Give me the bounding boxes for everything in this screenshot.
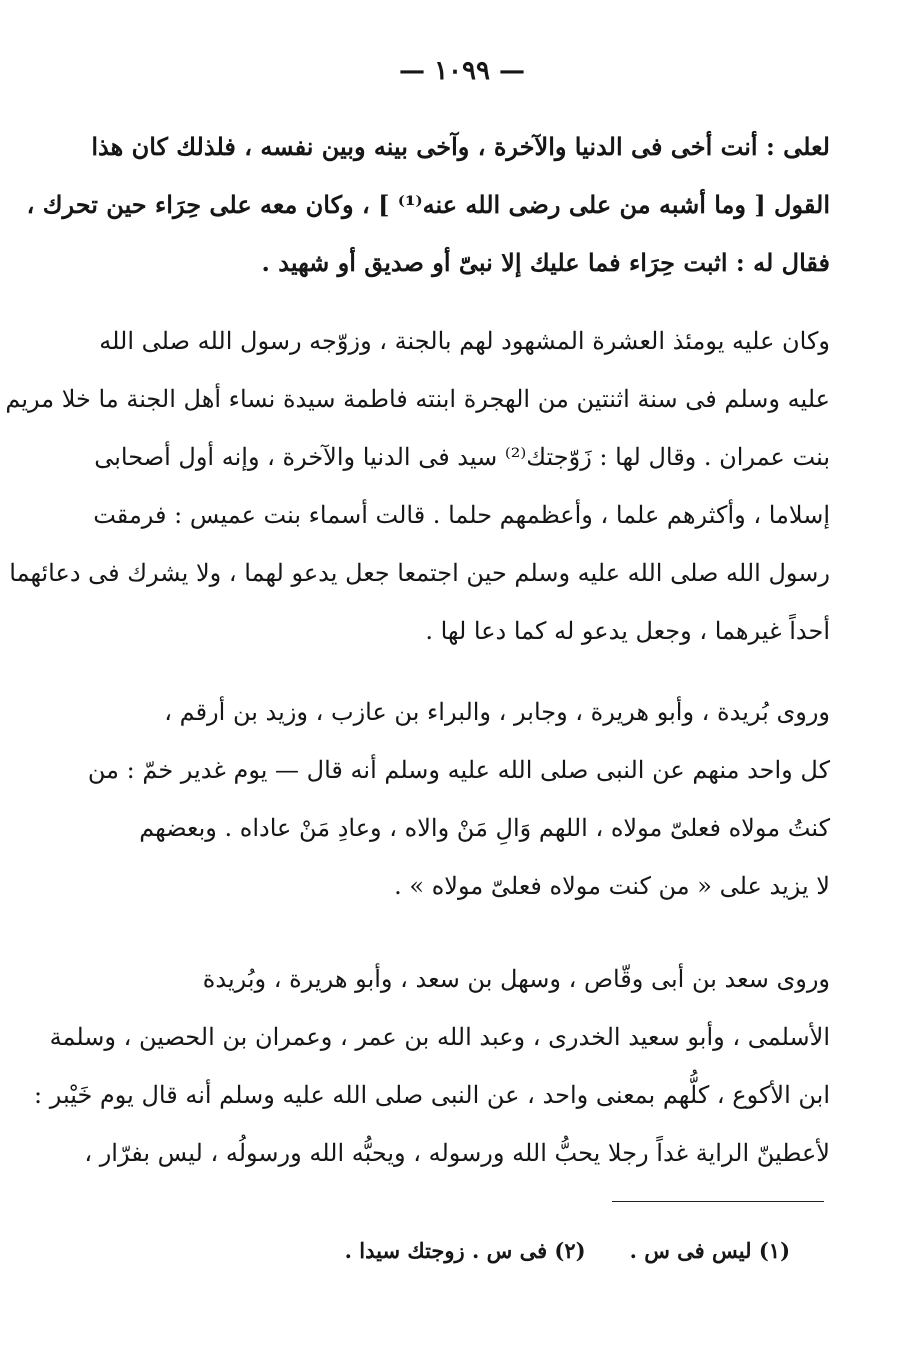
text-line: الأسلمى ، وأبو سعيد الخدرى ، وعبد الله بن عمر ، وعمران بن الحصين ، وسلمة xyxy=(49,1023,830,1051)
footnote-1: (١) ليس فى س . xyxy=(629,1238,790,1263)
text-line: إسلاما ، وأكثرهم علما ، وأعظمهم حلما . قالت أسماء بنت عميس : فرمقت xyxy=(93,501,830,529)
footnote-2: (٢) فى س . زوجتك سيدا . xyxy=(344,1238,586,1263)
text-line: بنت عمران . وقال لها : زَوّجتك⁽²⁾ سيد فى الدنيا والآخرة ، وإنه أول أصحابى xyxy=(94,443,830,471)
footnote-divider xyxy=(612,1201,824,1202)
text-line: أحداً غيرهما ، وجعل يدعو له كما دعا لها . xyxy=(425,617,830,645)
text-line: لأعطينّ الراية غداً رجلا يحبُّ الله ورسوله ، ويحبُّه الله ورسولُه ، ليس بفرّار ، xyxy=(84,1139,830,1167)
page-number: — ١٠٩٩ — xyxy=(399,56,525,86)
paragraph-1 xyxy=(26,118,830,292)
text-line: القول [ وما أشبه من على رضى الله عنه⁽¹⁾ ] ، وكان معه على حِرَاء حين تحرك ، xyxy=(26,190,830,219)
paragraph-3 xyxy=(87,683,830,915)
text-line: وروى سعد بن أبى وقّاص ، وسهل بن سعد ، وأبو هريرة ، وبُريدة xyxy=(202,965,830,993)
text-line: كل واحد منهم عن النبى صلى الله عليه وسلم أنه قال — يوم غدير خمّ : من xyxy=(87,756,830,784)
text-line: وروى بُريدة ، وأبو هريرة ، وجابر ، والبراء بن عازب ، وزيد بن أرقم ، xyxy=(164,698,830,726)
text-line: عليه وسلم فى سنة اثنتين من الهجرة ابنته فاطمة سيدة نساء أهل الجنة ما خلا مريم xyxy=(5,385,830,413)
text-line: لعلى : أنت أخى فى الدنيا والآخرة ، وآخى بينه وبين نفسه ، فلذلك كان هذا xyxy=(91,132,830,161)
footnotes xyxy=(300,1238,790,1263)
text-line: لا يزيد على « من كنت مولاه فعلىّ مولاه » . xyxy=(394,872,830,900)
paragraph-2 xyxy=(5,312,830,660)
paragraph-4 xyxy=(34,950,830,1182)
text-line: ابن الأكوع ، كلُّهم بمعنى واحد ، عن النبى صلى الله عليه وسلم أنه قال يوم خَيْبر : xyxy=(34,1081,830,1109)
text-line: رسول الله صلى الله عليه وسلم حين اجتمعا جعل يدعو لهما ، ولا يشرك فى دعائهما xyxy=(9,559,830,587)
text-line: وكان عليه يومئذ العشرة المشهود لهم بالجنة ، وزوّجه رسول الله صلى الله xyxy=(99,327,830,355)
text-line: فقال له : اثبت حِرَاء فما عليك إلا نبىّ أو صديق أو شهيد . xyxy=(261,248,830,277)
text-line: كنتُ مولاه فعلىّ مولاه ، اللهم وَالِ مَنْ والاه ، وعادِ مَنْ عاداه . وبعضهم xyxy=(139,814,830,842)
